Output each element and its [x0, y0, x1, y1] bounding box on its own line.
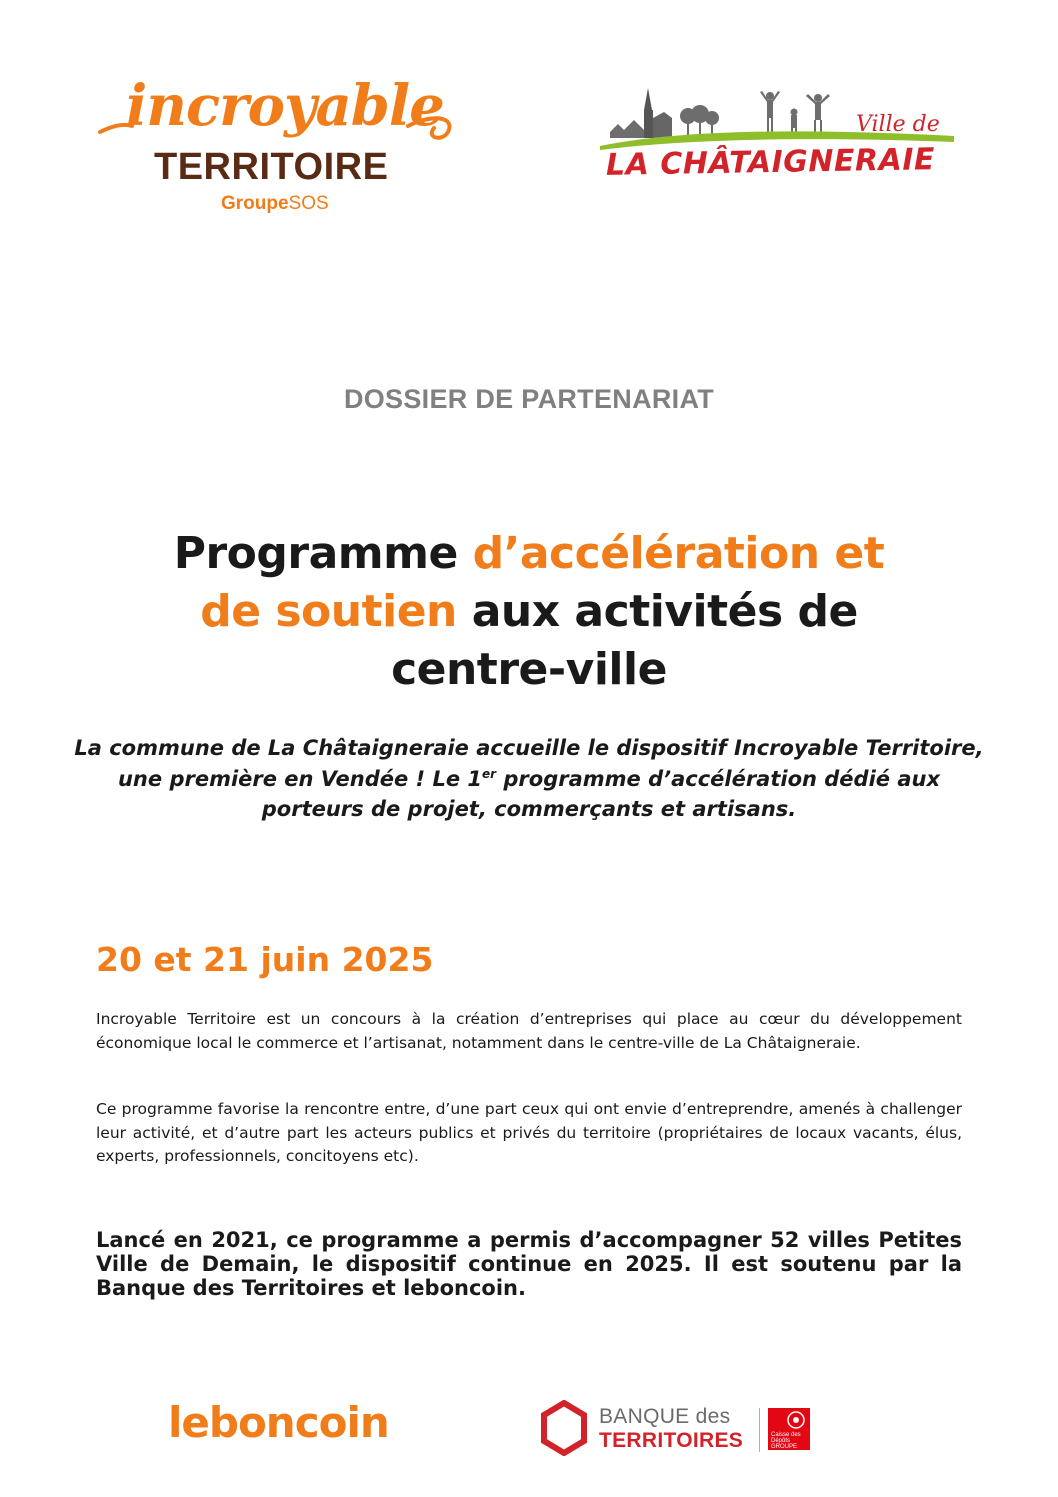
- banque-des-territoires-logo: [540, 1400, 812, 1460]
- hexagon-icon: [540, 1400, 588, 1456]
- highlight-paragraph: Lancé en 2021, ce programme a permis d’accompagner 52 villes Petites Ville de Demain, le dispositif continue en 2025. Il est soutenu par la Banque des Territoires et leboncoin.: [96, 1228, 962, 1300]
- title-highlight1: d’accélération et: [472, 528, 885, 579]
- incroyable-territoire-logo: [96, 73, 466, 218]
- squirrel-emblem-icon: [768, 1408, 810, 1432]
- title-part2: aux activités de: [456, 586, 858, 637]
- incroyable-script-text: incroyable: [126, 73, 444, 139]
- ville-la-chataigneraie-logo: [598, 84, 956, 196]
- intro-superscript: er: [482, 766, 497, 781]
- intro-text-start: La commune de La Châtaigneraie accueille le dispositif Incroyable Territoire, une première en Vendée ! Le 1: [74, 736, 984, 791]
- title-highlight2: de soutien: [200, 586, 457, 637]
- logo-divider: [759, 1408, 760, 1452]
- intro-text: [70, 733, 988, 825]
- body-paragraph: Ce programme favorise la rencontre entre, d’une part ceux qui ont envie d’entreprendre, amenés à challenger leur activité, et d’autre part les acteurs publics et privés du territoire (propriétaires de locaux vacants, élus, experts, professionnels, concitoyens etc).: [96, 1100, 962, 1165]
- ville-name-label: LA CHÂTAIGNERAIE: [605, 142, 936, 183]
- event-date: 20 et 21 juin 2025: [96, 940, 434, 979]
- ville-de-label: Ville de: [856, 112, 940, 137]
- title-part1: Programme: [173, 528, 473, 579]
- caisse-des-depots-logo: [768, 1408, 810, 1450]
- leboncoin-logo: leboncoin: [168, 1398, 389, 1447]
- document-kicker: DOSSIER DE PARTENARIAT: [343, 384, 715, 414]
- banque-des-label: BANQUE des: [599, 1405, 731, 1428]
- territoires-label: TERRITOIRES: [599, 1429, 744, 1452]
- territoire-wordmark: TERRITOIRE: [154, 146, 389, 188]
- page-title: [84, 525, 974, 699]
- body-paragraph: Incroyable Territoire est un concours à la création d’entreprises qui place au cœur du développement économique local le commerce et l’artisanat, notamment dans le centre-ville de La Châtaigneraie.: [96, 1010, 962, 1052]
- groupe-sos-label: GroupeSOS: [221, 193, 329, 214]
- title-part3: centre-ville: [391, 644, 667, 695]
- intro-text-end: programme d’accélération dédié aux porteurs de projet, commerçants et artisans.: [261, 766, 941, 821]
- caisse-des-depots-label: Caisse des Dépôts GROUPE: [771, 1432, 801, 1450]
